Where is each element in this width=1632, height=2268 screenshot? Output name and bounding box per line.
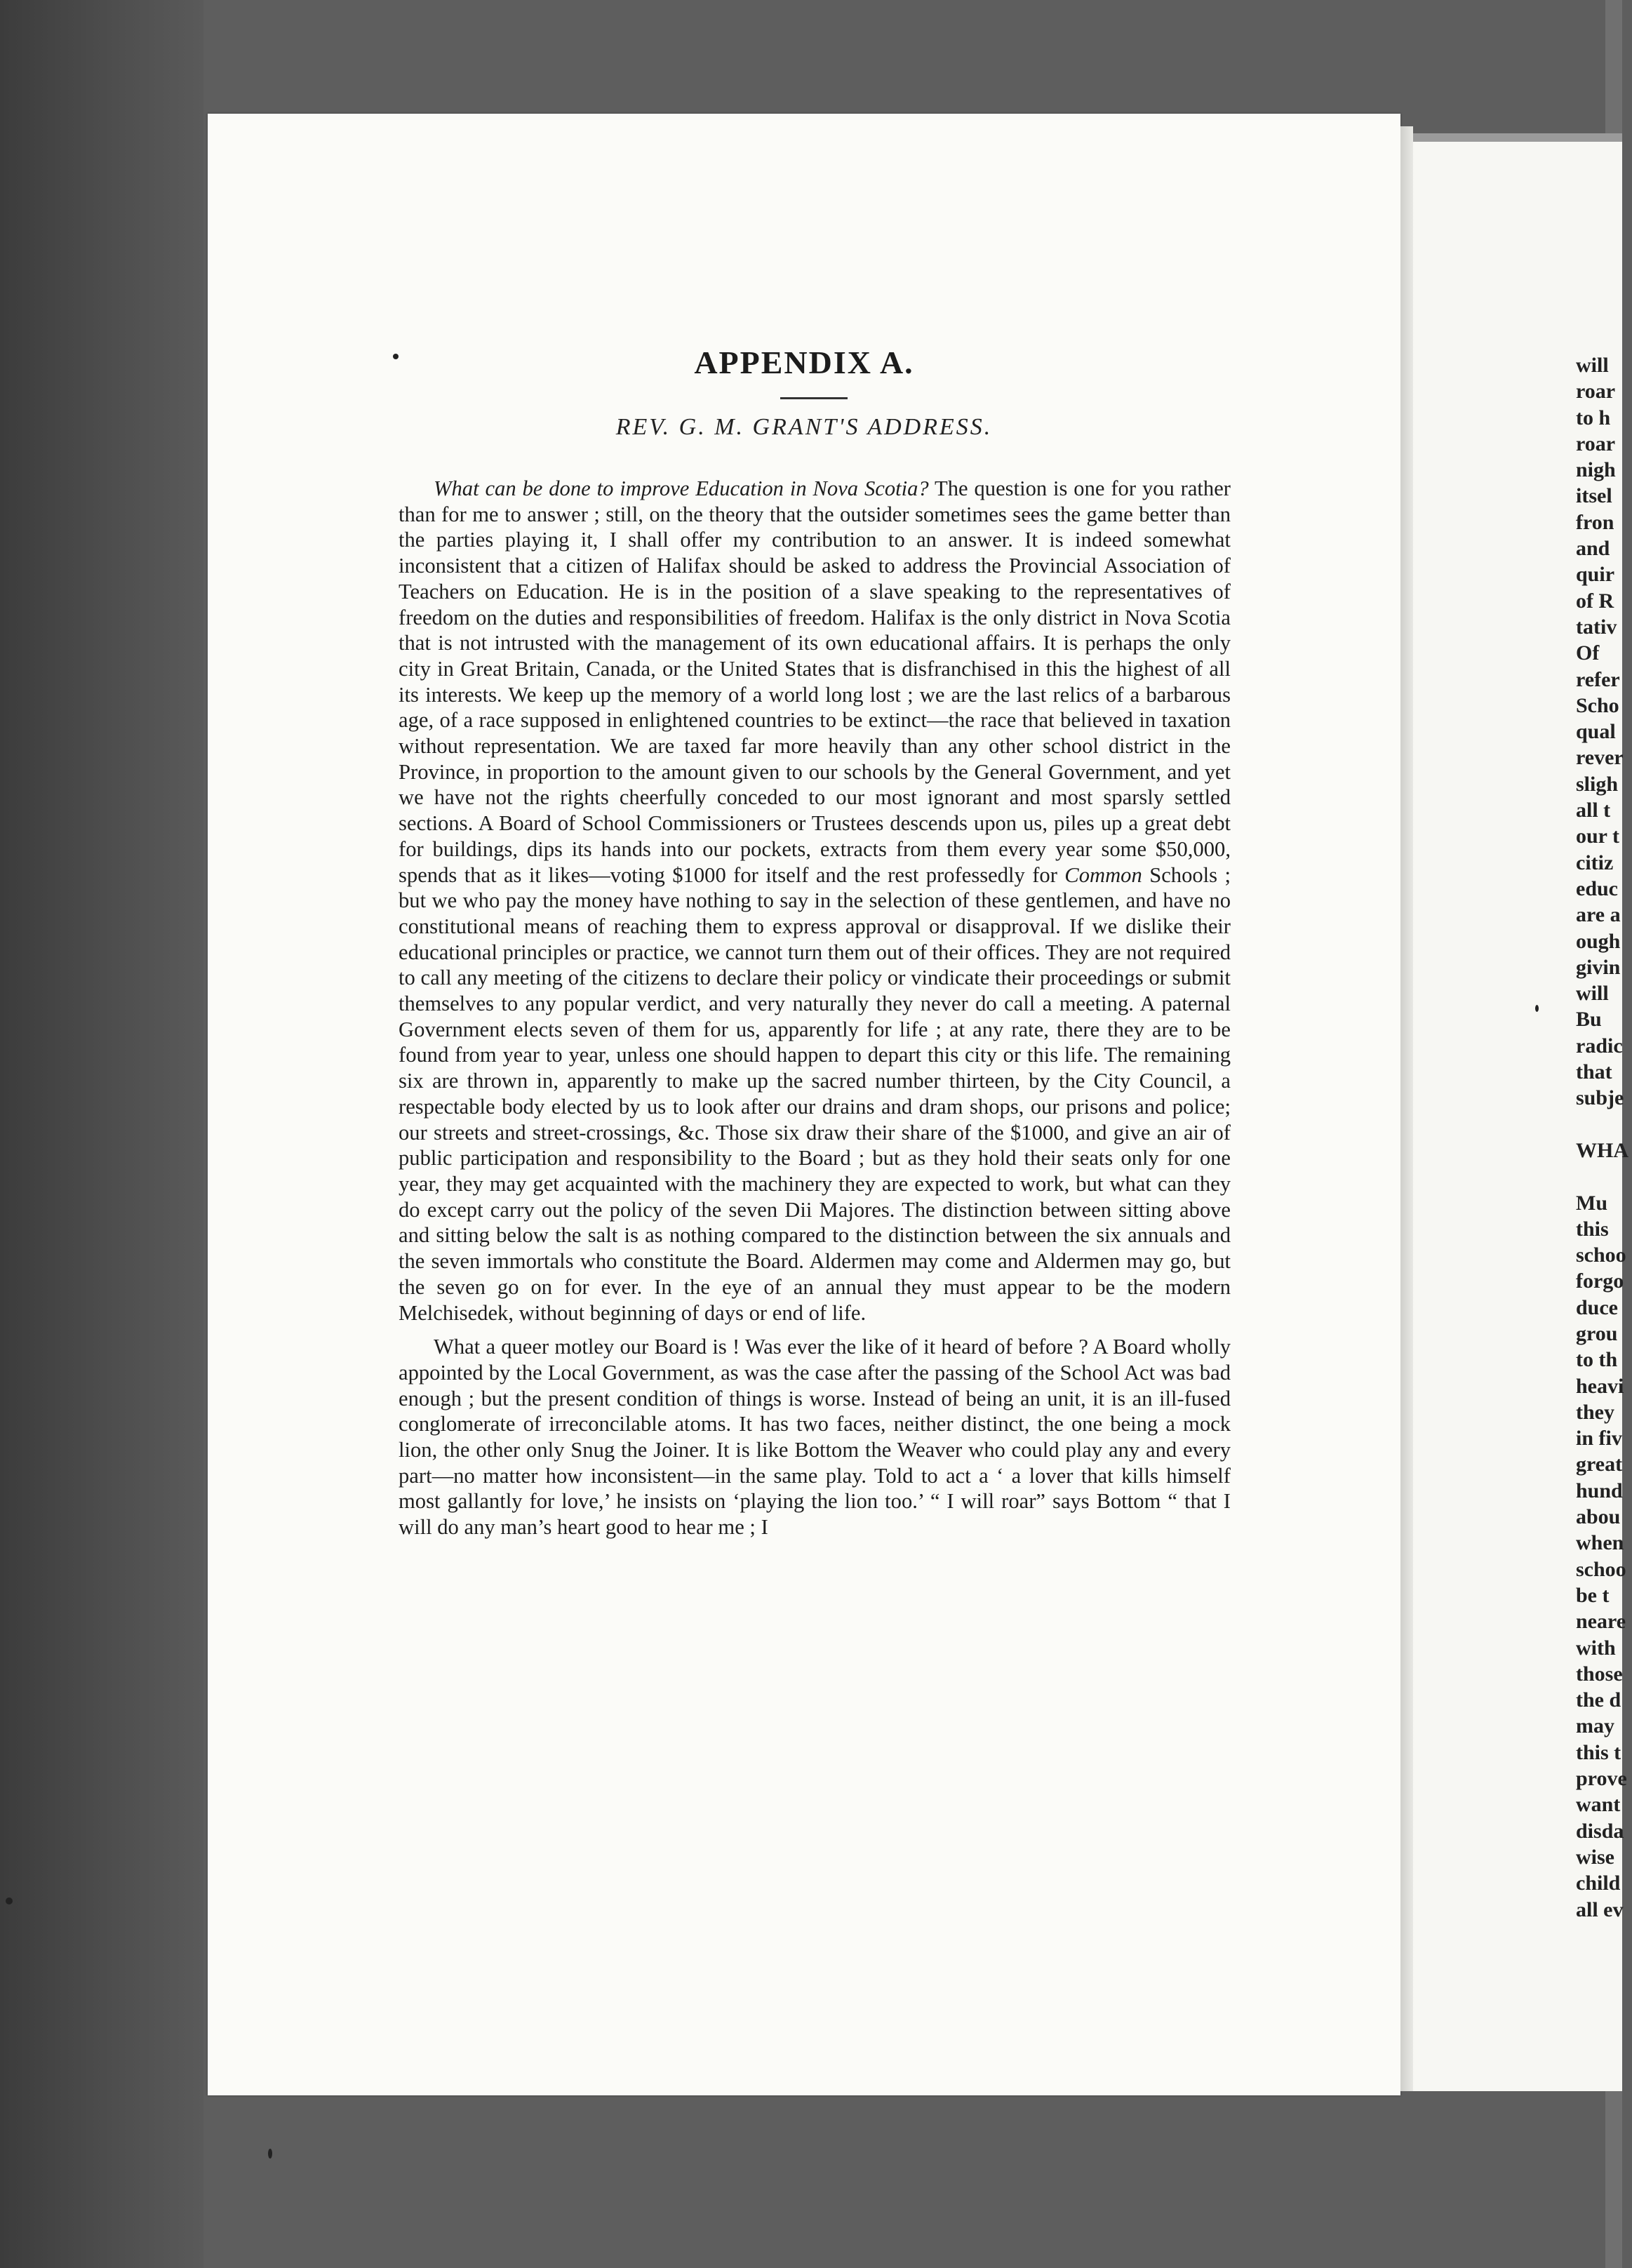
facing-page-line: WHA: [1576, 1138, 1628, 1162]
heading-divider: [780, 397, 848, 399]
facing-page-line: ough: [1576, 929, 1621, 953]
facing-page-line: are a: [1576, 903, 1621, 927]
facing-page-line: the d: [1576, 1688, 1621, 1712]
facing-page-line: with: [1576, 1636, 1616, 1660]
facing-page-line: sligh: [1576, 772, 1619, 796]
paragraph-1-text-continued: Schools ; but we who pay the money have nothing to say in the selection of these gentlemen, and have no constitutional means of reaching them to express approval or disapproval. If we dislike their educational principles or practice, we cannot turn them out of their offices. They are not required to call any meeting of the citizens to declare their policy or vindicate their proceedings or submit themselves to any popular verdict, and very naturally they never do call a meeting. A paternal Government elects seven of them for us, apparently for life ; at any rate, there they are to be found from year to year, unless one should happen to depart this city or this life. The remaining six are thrown in, apparently to make up the sacred number thirteen, by the City Council, a respectable body elected by us to look after our drains and dram shops, our prisons and police; our streets and street-crossings, &c. Those six draw their share of the $1000, and give an air of public participation and responsibility to the Board ; but as they hold their seats only for one year, they may get acquainted with the machinery they are expected to work, but what can they do except carry out the policy of the seven Dii Majores. The distinction between sitting above and sitting below the salt is as nothing compared to the distinction between the six annuals and the seven immortals who constitute the Board. Aldermen may come and Aldermen may go, but the seven go on for ever. In the eye of an annual they must appear to be the modern Melchisedek, without beginning of days or end of life.: [399, 862, 1231, 1325]
facing-page-line: of R: [1576, 589, 1614, 613]
facing-page: [1413, 133, 1628, 2091]
appendix-heading: APPENDIX A.: [694, 345, 914, 380]
opening-question: What can be done to improve Education in Nova Scotia?: [434, 476, 929, 500]
facing-page-line: Scho: [1576, 693, 1619, 717]
facing-page-line: qual: [1576, 720, 1616, 744]
ink-speck: [6, 1897, 13, 1905]
facing-page-line: rever: [1576, 746, 1624, 770]
facing-page-line: to th: [1576, 1348, 1618, 1372]
facing-page-line: in fiv: [1576, 1427, 1622, 1450]
paragraph-2-text: What a queer motley our Board is ! Was ever the like of it heard of before ? A Board wholly appointed by the Local Government, as was the case after the passing of the School Act was bad enough ; but the present condition of things is worse. Instead of being an unit, it is an ill-fused conglomerate of irreconcilable atoms. It has two faces, neither distinct, the one being a mock lion, the other only Snug the Joiner. It is like Bottom the Weaver who could play any and every part—no matter how inconsistent—in the same play. Told to act a ‘ a lover that kills himself most gallantly for love,’ he insists on ‘playing the lion too.’ “ I will roar” says Bottom “ that I will do any man’s heart good to hear me ; I: [399, 1335, 1231, 1540]
facing-page-line: wise: [1576, 1845, 1614, 1869]
facing-page-line: citiz: [1576, 850, 1614, 874]
facing-page-line: refer: [1576, 667, 1620, 691]
document-body: [399, 476, 1231, 1540]
facing-page-line: all t: [1576, 799, 1611, 822]
facing-page-line: schoo: [1576, 1557, 1626, 1581]
common-italic: Common: [1064, 862, 1142, 887]
facing-page-line: roar: [1576, 380, 1616, 403]
facing-page-line: itsel: [1576, 484, 1612, 508]
facing-page-line: schoo: [1576, 1243, 1626, 1267]
facing-page-line: that: [1576, 1060, 1612, 1084]
facing-page-line: nigh: [1576, 458, 1616, 482]
facing-page-line: may: [1576, 1714, 1614, 1738]
facing-page-line: this t: [1576, 1740, 1621, 1764]
facing-page-line: and: [1576, 537, 1610, 561]
page-fold-shadow: [1400, 126, 1413, 2091]
facing-page-line: givin: [1576, 955, 1621, 979]
facing-page-line: when: [1576, 1531, 1624, 1555]
paragraph-2: [399, 1334, 1231, 1540]
facing-page-line: will: [1576, 982, 1609, 1006]
facing-page-line: this: [1576, 1217, 1609, 1241]
facing-page-line: [1576, 1163, 1632, 1189]
facing-page-line: Mu: [1576, 1191, 1607, 1215]
facing-page-line: will: [1576, 354, 1609, 377]
facing-page-line: quir: [1576, 563, 1615, 587]
facing-page-line: grou: [1576, 1321, 1618, 1345]
ink-speck: [1535, 1005, 1539, 1012]
film-border-left: [0, 0, 203, 2268]
paragraph-1-text: The question is one for you rather than for me to answer ; still, on the theory that the outsider sometimes sees the game better than the parties playing it, I shall offer my contribution to an answer. It is indeed somewhat inconsistent that a citizen of Halifax should be asked to address the Provincial Association of Teachers on Education. He is in the position of a slave speaking to the representatives of freedom on the duties and responsibilities of freedom. Halifax is the only district in Nova Scotia that is not intrusted with the management of its own educational affairs. It is perhaps the only city in Great Britain, Canada, or the United States that is disfranchised in this the highest of all its interests. We keep up the memory of a world long lost ; we are the last relics of a barbarous age, of a race supposed in enlightened countries to be extinct—the race that believed in taxation without representation. We are taxed far more heavily than any other school district in the Province, in proportion to the amount given to our schools by the General Government, and yet we have not the rights cheerfully conceded to our most ignorant and most sparsly settled sections. A Board of School Commissioners or Trustees descends upon us, piles up a great debt for buildings, dips its hands into our pockets, extracts from them every year some $50,000, spends that as it likes—voting $1000 for itself and the rest professedly for: [399, 476, 1231, 887]
facing-page-line: prove: [1576, 1767, 1627, 1791]
facing-page-line: fron: [1576, 510, 1614, 534]
facing-page-rule: [1413, 133, 1622, 142]
facing-page-line: want: [1576, 1793, 1621, 1817]
facing-page-line: [1576, 1112, 1632, 1138]
facing-page-line: duce: [1576, 1295, 1618, 1319]
facing-page-line: hund: [1576, 1479, 1623, 1502]
facing-page-line: those: [1576, 1662, 1623, 1686]
facing-page-line: our t: [1576, 825, 1619, 848]
facing-page-line: subje: [1576, 1086, 1624, 1110]
facing-page-line: Of: [1576, 641, 1600, 665]
facing-page-line: child: [1576, 1872, 1621, 1895]
facing-page-line: disda: [1576, 1819, 1624, 1843]
facing-page-line: be t: [1576, 1583, 1610, 1607]
facing-page-line: forgo: [1576, 1269, 1624, 1293]
facing-page-line: heavi: [1576, 1374, 1624, 1398]
facing-page-line: roar: [1576, 432, 1616, 455]
facing-page-line: great: [1576, 1453, 1623, 1476]
facing-page-text: [1576, 352, 1632, 1923]
facing-page-line: all ev: [1576, 1897, 1624, 1921]
paragraph-1: [399, 476, 1231, 1326]
ink-speck: [268, 2149, 272, 2159]
facing-page-line: radic: [1576, 1034, 1623, 1058]
address-title: REV. G. M. GRANT'S ADDRESS.: [615, 414, 993, 440]
facing-page-line: Bu: [1576, 1008, 1602, 1032]
facing-page-line: educ: [1576, 876, 1618, 900]
facing-page-line: neare: [1576, 1610, 1626, 1634]
facing-page-line: abou: [1576, 1505, 1621, 1529]
facing-page-line: tativ: [1576, 615, 1617, 639]
facing-page-line: they: [1576, 1400, 1614, 1424]
facing-page-line: to h: [1576, 406, 1611, 429]
